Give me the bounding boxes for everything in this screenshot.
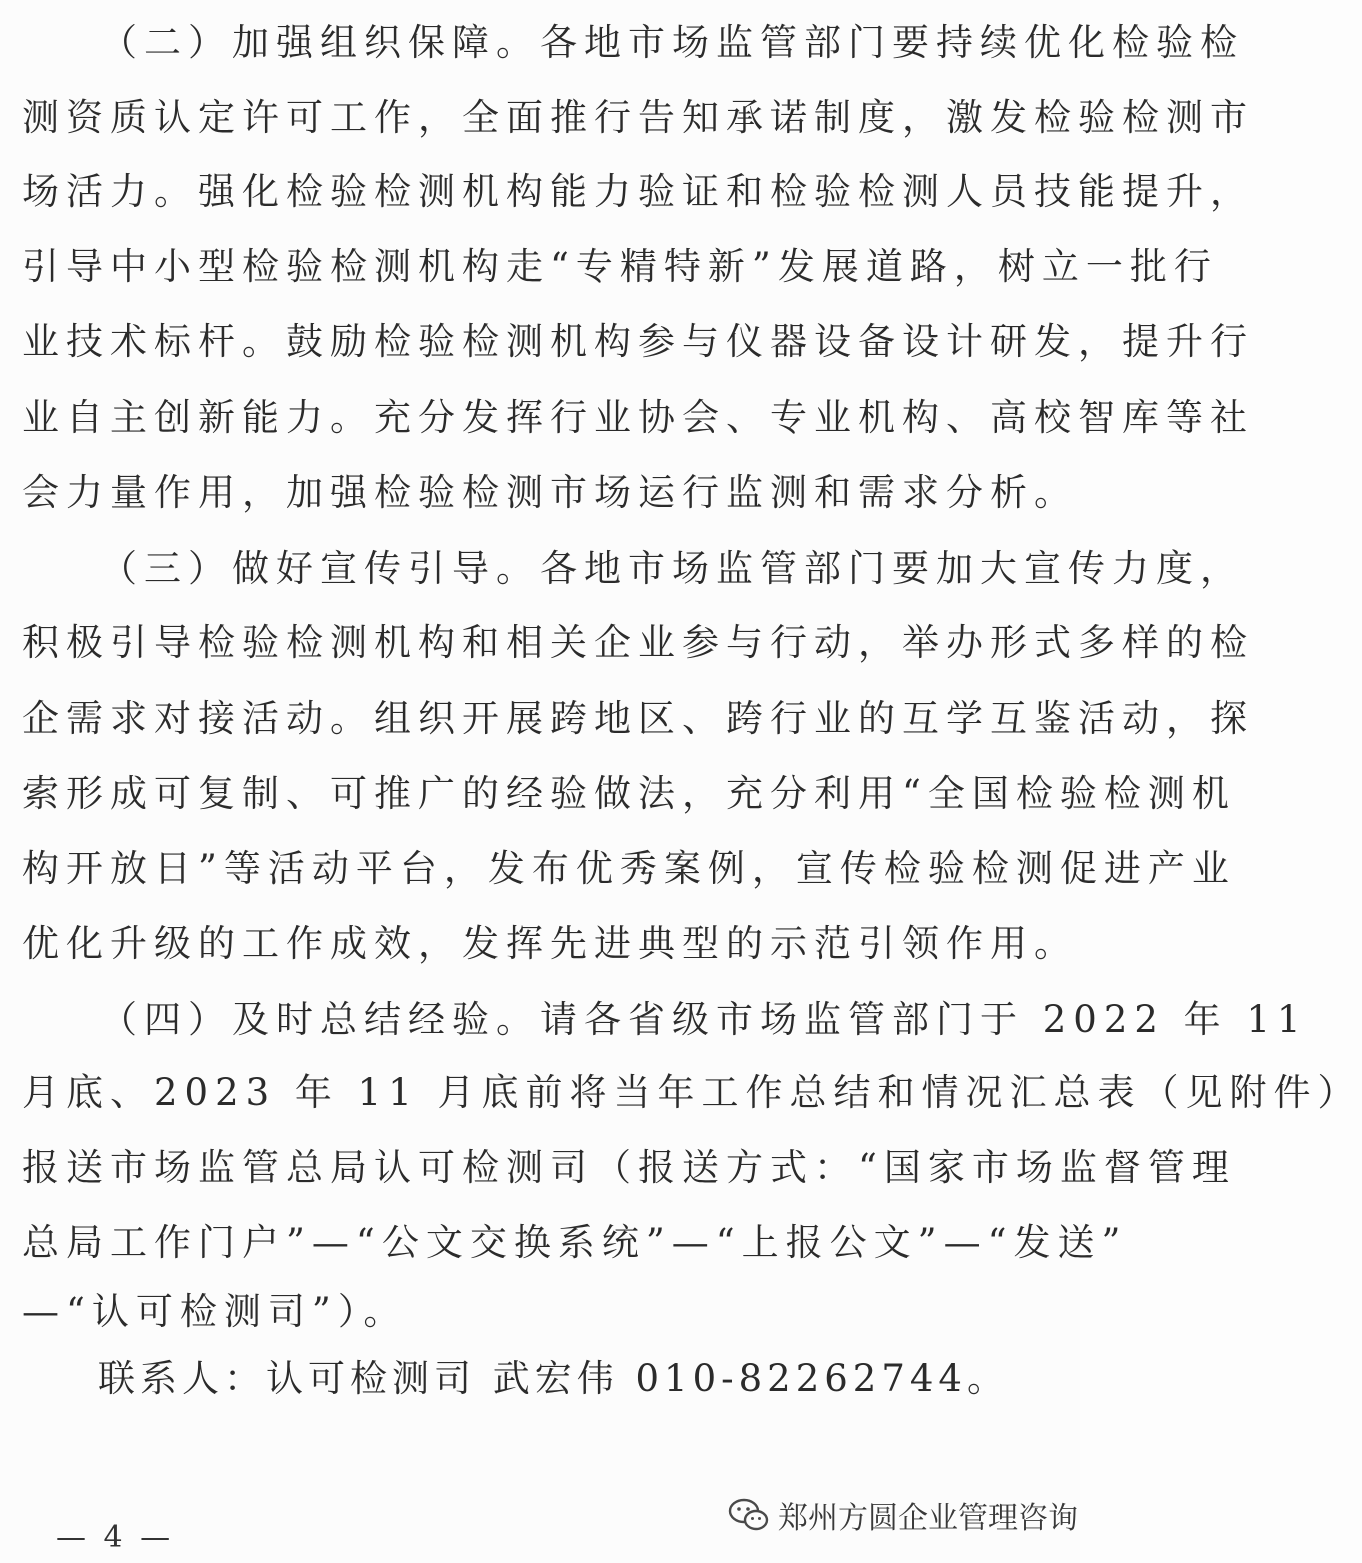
paragraph-4-heading-line: （四）及时总结经验。请各省级市场监管部门于 2022 年 11 [100, 998, 1308, 1041]
watermark-text: 郑州方圆企业管理咨询 [778, 1501, 1078, 1536]
text-line: 总局工作门户”—“公文交换系统”—“上报公文”—“发送” [22, 1221, 1128, 1264]
text-line: 会力量作用，加强检验检测市场运行监测和需求分析。 [22, 471, 1078, 514]
text-line: 业技术标杆。鼓励检验检测机构参与仪器设备设计研发，提升行 [22, 320, 1254, 363]
text-line: 引导中小型检验检测机构走“专精特新”发展道路，树立一批行 [22, 245, 1218, 288]
text-line: —“认可检测司”）。 [22, 1290, 408, 1333]
contact-line: 联系人：认可检测司 武宏伟 010-82262744。 [98, 1357, 1009, 1400]
page-number: — 4 — [56, 1520, 175, 1555]
text-line: 索形成可复制、可推广的经验做法，充分利用“全国检验检测机 [22, 772, 1236, 815]
text-line: 构开放日”等活动平台，发布优秀案例，宣传检验检测促进产业 [22, 847, 1236, 890]
text-line: 报送市场监管总局认可检测司（报送方式：“国家市场监督管理 [22, 1146, 1236, 1189]
text-line: 优化升级的工作成效，发挥先进典型的示范引领作用。 [22, 922, 1078, 965]
paragraph-3-heading-line: （三）做好宣传引导。各地市场监管部门要加大宣传力度， [100, 547, 1244, 590]
text-line: 场活力。强化检验检测机构能力验证和检验检测人员技能提升， [22, 170, 1254, 213]
watermark [728, 1493, 1078, 1537]
paragraph-2-heading-line: （二）加强组织保障。各地市场监管部门要持续优化检验检 [100, 21, 1244, 64]
text-line: 积极引导检验检测机构和相关企业参与行动，举办形式多样的检 [22, 621, 1254, 664]
wechat-icon [728, 1497, 770, 1533]
text-line: 测资质认定许可工作，全面推行告知承诺制度，激发检验检测市 [22, 96, 1254, 139]
text-line: 企需求对接活动。组织开展跨地区、跨行业的互学互鉴活动，探 [22, 697, 1254, 740]
text-line: 月底、2023 年 11 月底前将当年工作总结和情况汇总表（见附件） [22, 1071, 1362, 1114]
text-line: 业自主创新能力。充分发挥行业协会、专业机构、高校智库等社 [22, 396, 1254, 439]
